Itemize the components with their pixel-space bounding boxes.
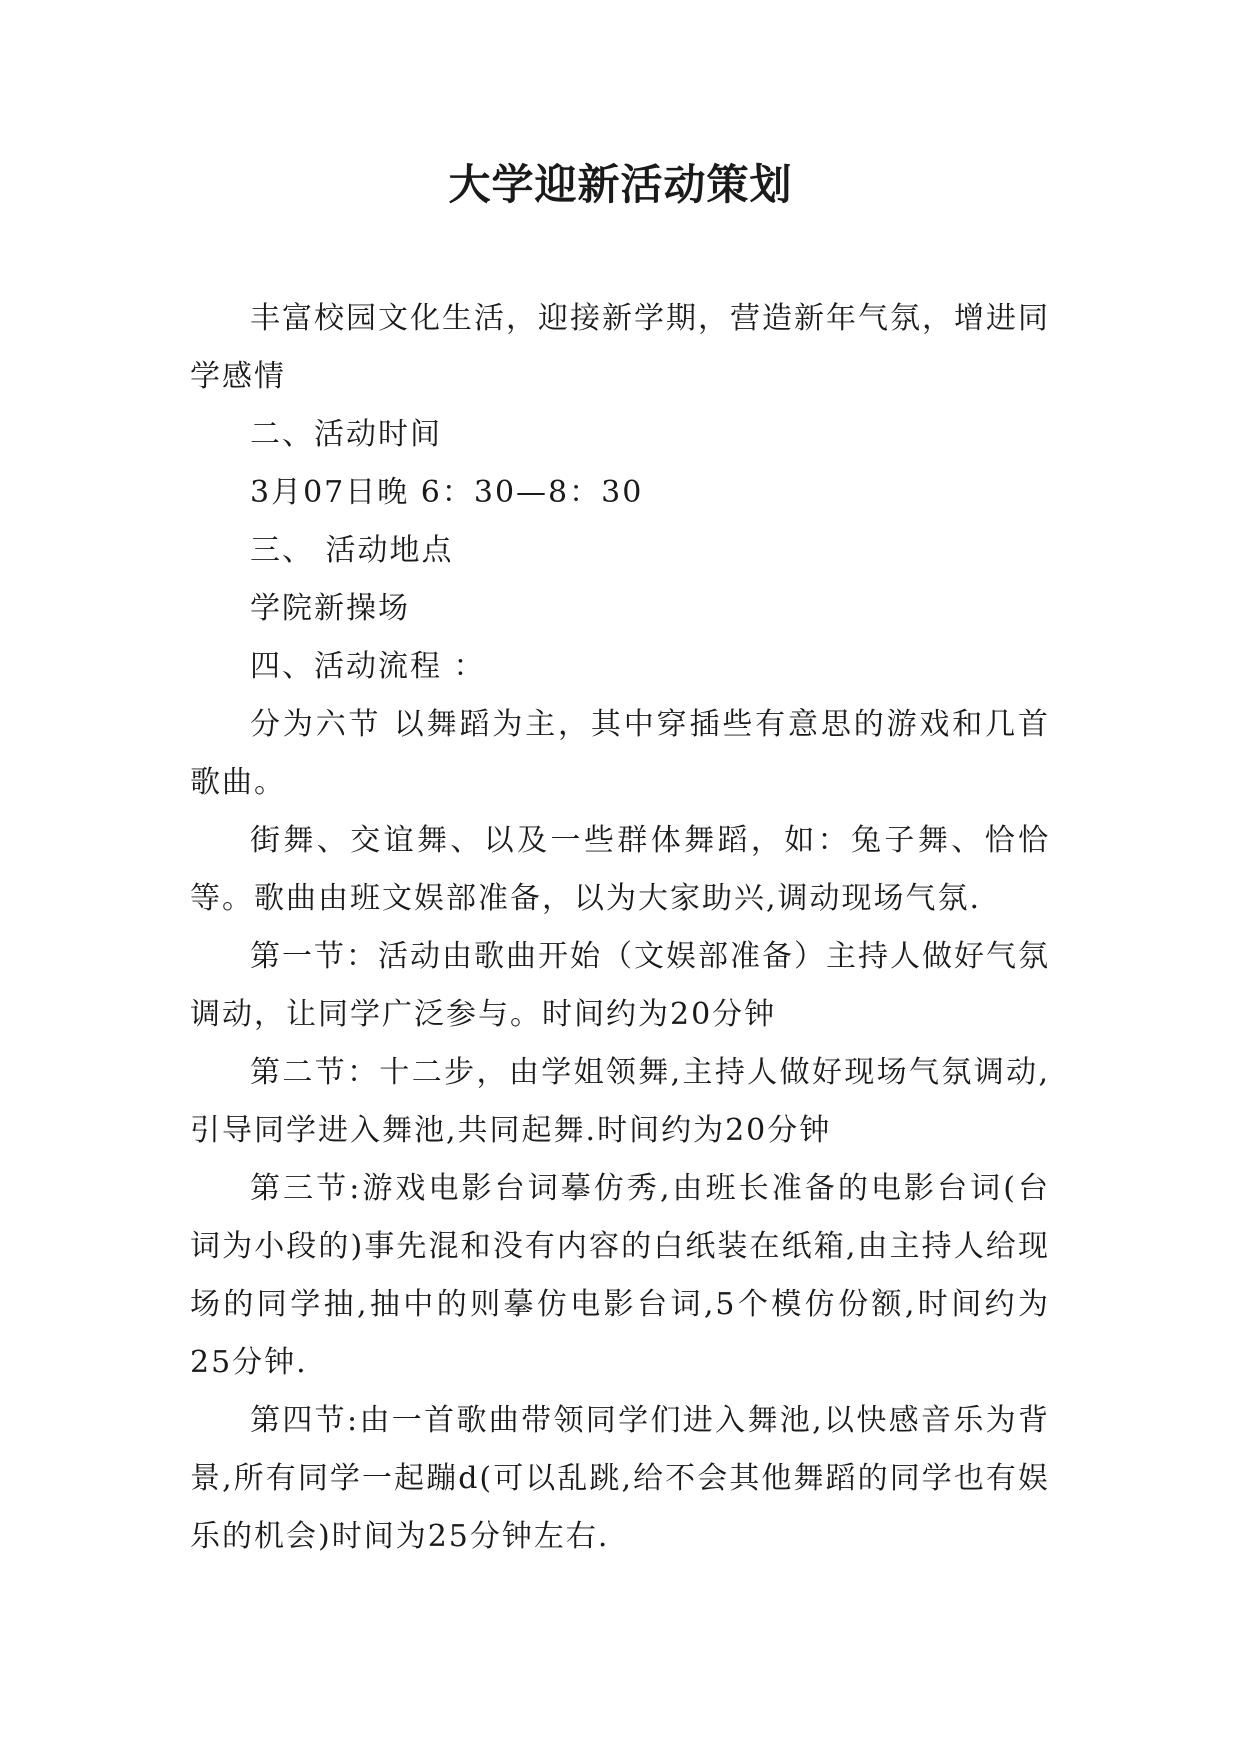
section-three-paragraph: 第三节:游戏电影台词摹仿秀,由班长准备的电影台词(台词为小段的)事先混和没有内容的白纸装在纸箱,由主持人给现场的同学抽,抽中的则摹仿电影台词,5个模仿份额,时间约为25分钟. xyxy=(190,1171,1050,1380)
section-heading-location: 三、 活动地点 xyxy=(250,533,454,568)
event-location: 学院新操场 xyxy=(250,591,410,626)
section-heading-time: 二、活动时间 xyxy=(250,417,442,452)
document-title: 大学迎新活动策划 xyxy=(448,160,793,209)
section-heading-process: 四、活动流程 ： xyxy=(250,649,486,684)
section-four-paragraph: 第四节:由一首歌曲带领同学们进入舞池,以快感音乐为背景,所有同学一起蹦d(可以乱跳,给不会其他舞蹈的同学也有娱乐的机会)时间为25分钟左右. xyxy=(190,1403,1050,1554)
process-overview-paragraph: 分为六节 以舞蹈为主，其中穿插些有意思的游戏和几首歌曲。 xyxy=(190,707,1050,800)
dance-types-paragraph: 街舞、交谊舞、以及一些群体舞蹈，如：兔子舞、恰恰等。歌曲由班文娱部准备，以为大家助兴,调动现场气氛. xyxy=(190,823,1050,916)
section-two-paragraph: 第二节：十二步，由学姐领舞,主持人做好现场气氛调动,引导同学进入舞池,共同起舞.时间约为20分钟 xyxy=(190,1055,1050,1148)
section-one-paragraph: 第一节：活动由歌曲开始（文娱部准备）主持人做好气氛调动，让同学广泛参与。时间约为20分钟 xyxy=(190,939,1050,1032)
intro-paragraph: 丰富校园文化生活，迎接新学期，营造新年气氛，增进同学感情 xyxy=(190,301,1050,394)
event-time: 3月07日晚 6：30—8：30 xyxy=(250,475,644,510)
document-body xyxy=(190,290,1050,1566)
